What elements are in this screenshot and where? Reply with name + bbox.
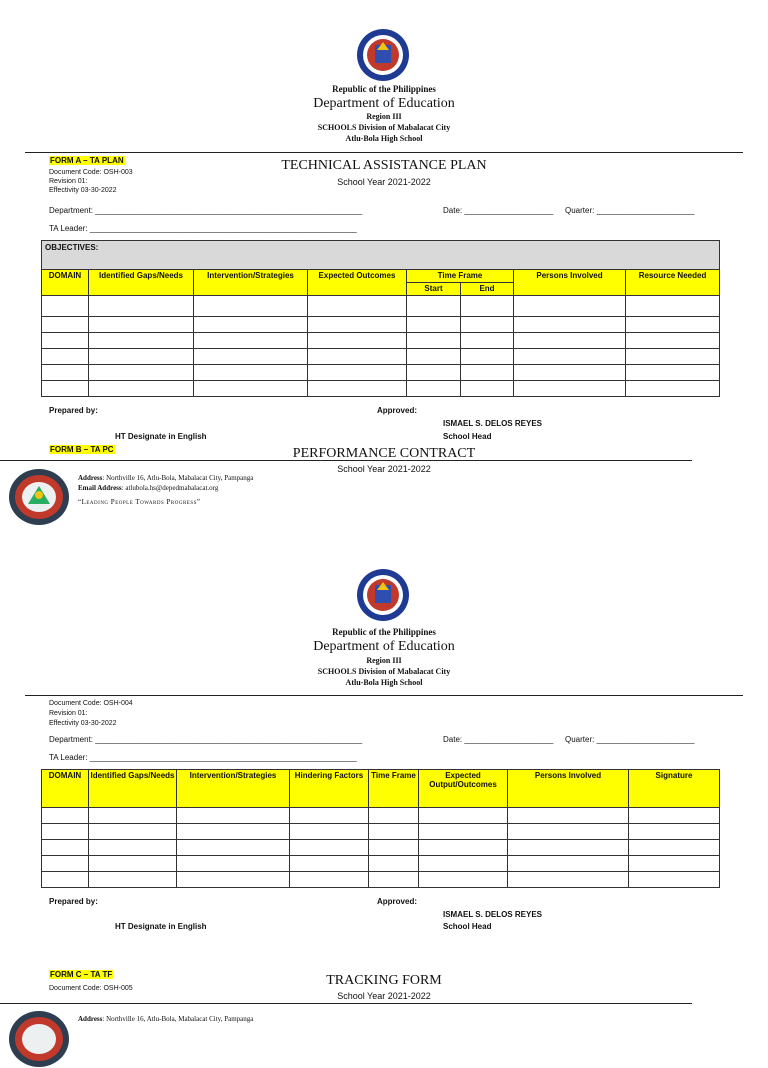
table-row xyxy=(42,856,720,872)
form-b-date-field[interactable]: Date: ____________________ xyxy=(443,735,554,744)
col-time-frame: Time Frame xyxy=(407,270,514,283)
department-title: Department of Education xyxy=(313,639,455,654)
form-c-title: TRACKING FORM xyxy=(326,973,442,988)
table-row xyxy=(42,872,720,888)
division-label: SCHOOLS Division of Mabalacat City xyxy=(317,667,451,676)
form-c-doc-code: Document Code: OSH-005 xyxy=(49,985,133,992)
col-resource-needed: Resource Needed xyxy=(626,270,720,296)
form-a-approver-name: ISMAEL S. DELOS REYES xyxy=(443,419,542,428)
table-row xyxy=(42,333,720,349)
form-b-title: PERFORMANCE CONTRACT xyxy=(292,446,476,461)
footer-address: Address: Northville 16, Atlu-Bola, Mabalacat City, Pampanga xyxy=(78,474,254,482)
region-label: Region III xyxy=(366,656,402,665)
col-persons-involved: Persons Involved xyxy=(508,770,629,808)
deped-seal-icon xyxy=(356,568,410,622)
table-row xyxy=(42,824,720,840)
form-c-school-year: School Year 2021-2022 xyxy=(337,991,431,1001)
form-a-date-field[interactable]: Date: ____________________ xyxy=(443,206,554,215)
form-b-divider xyxy=(0,460,692,461)
col-identified-gaps: Identified Gaps/Needs xyxy=(89,270,194,296)
department-title: Department of Education xyxy=(313,96,455,111)
col-identified-gaps: Identified Gaps/Needs xyxy=(89,770,177,808)
footer-address: Address: Northville 16, Atlu-Bola, Mabalacat City, Pampanga xyxy=(78,1015,254,1023)
school-label: Atlu-Bola High School xyxy=(345,678,423,687)
school-logo-icon xyxy=(8,468,70,526)
school-logo-icon xyxy=(8,1010,70,1068)
form-a-ta-leader-field[interactable]: TA Leader: ____________________________________________________________ xyxy=(49,224,357,233)
form-b-approved: Approved: xyxy=(377,897,417,906)
col-intervention: Intervention/Strategies xyxy=(177,770,290,808)
form-a-table xyxy=(41,240,720,397)
form-a-doc-code: Document Code: OSH-003 xyxy=(49,169,133,176)
form-a-revision: Revision 01: xyxy=(49,178,88,185)
form-b-revision: Revision 01: xyxy=(49,710,88,717)
table-row xyxy=(42,349,720,365)
col-persons-involved: Persons Involved xyxy=(514,270,626,296)
form-a-prepared-by: Prepared by: xyxy=(49,406,98,415)
col-intervention: Intervention/Strategies xyxy=(194,270,308,296)
form-b-quarter-field[interactable]: Quarter: ______________________ xyxy=(565,735,695,744)
form-c-tag: FORM C – TA TF xyxy=(50,970,113,979)
table-row xyxy=(42,365,720,381)
form-a-approved: Approved: xyxy=(377,406,417,415)
table-row xyxy=(42,808,720,824)
header-divider xyxy=(25,152,743,153)
col-expected-outcomes: Expected Outcomes xyxy=(308,270,407,296)
form-a-title: TECHNICAL ASSISTANCE PLAN xyxy=(281,158,487,173)
col-hindering-factors: Hindering Factors xyxy=(290,770,369,808)
form-a-tag: FORM A – TA PLAN xyxy=(50,156,124,165)
form-b-school-year: School Year 2021-2022 xyxy=(337,464,431,474)
footer-motto: “Leading People Towards Progress” xyxy=(78,498,201,506)
division-label: SCHOOLS Division of Mabalacat City xyxy=(317,123,451,132)
form-b-ta-leader-field[interactable]: TA Leader: ____________________________________________________________ xyxy=(49,753,357,762)
col-end: End xyxy=(461,283,514,296)
form-b-preparer-title: HT Designate in English xyxy=(115,922,207,931)
school-label: Atlu-Bola High School xyxy=(345,134,423,143)
objectives-label: OBJECTIVES: xyxy=(42,241,720,270)
form-b-tag: FORM B – TA PC xyxy=(50,445,114,454)
region-label: Region III xyxy=(366,112,402,121)
table-row xyxy=(42,296,720,317)
form-b-effectivity: Effectivity 03-30-2022 xyxy=(49,720,117,727)
col-start: Start xyxy=(407,283,461,296)
form-a-department-field[interactable]: Department: ____________________________________________________________ xyxy=(49,206,363,215)
col-expected-output: Expected Output/Outcomes xyxy=(419,770,508,808)
col-signature: Signature xyxy=(629,770,720,808)
form-b-doc-code: Document Code: OSH-004 xyxy=(49,700,133,707)
form-c-divider xyxy=(0,1003,692,1004)
table-row xyxy=(42,381,720,397)
form-b-prepared-by: Prepared by: xyxy=(49,897,98,906)
form-b-approver-name: ISMAEL S. DELOS REYES xyxy=(443,910,542,919)
republic-label: Republic of the Philippines xyxy=(332,84,436,94)
form-a-preparer-title: HT Designate in English xyxy=(115,432,207,441)
form-a-quarter-field[interactable]: Quarter: ______________________ xyxy=(565,206,695,215)
deped-seal-icon xyxy=(356,28,410,82)
footer-email: Email Address: atlubola.hs@depedmabalacat.org xyxy=(78,484,219,492)
table-row xyxy=(42,840,720,856)
col-domain: DOMAIN xyxy=(42,770,89,808)
form-a-effectivity: Effectivity 03-30-2022 xyxy=(49,187,117,194)
form-b-approver-title: School Head xyxy=(443,922,492,931)
table-row xyxy=(42,317,720,333)
col-time-frame: Time Frame xyxy=(369,770,419,808)
republic-label: Republic of the Philippines xyxy=(332,627,436,637)
col-domain: DOMAIN xyxy=(42,270,89,296)
header-divider xyxy=(25,695,743,696)
form-a-approver-title: School Head xyxy=(443,432,492,441)
form-a-school-year: School Year 2021-2022 xyxy=(337,177,431,187)
form-b-table xyxy=(41,769,720,888)
form-b-department-field[interactable]: Department: ____________________________________________________________ xyxy=(49,735,363,744)
